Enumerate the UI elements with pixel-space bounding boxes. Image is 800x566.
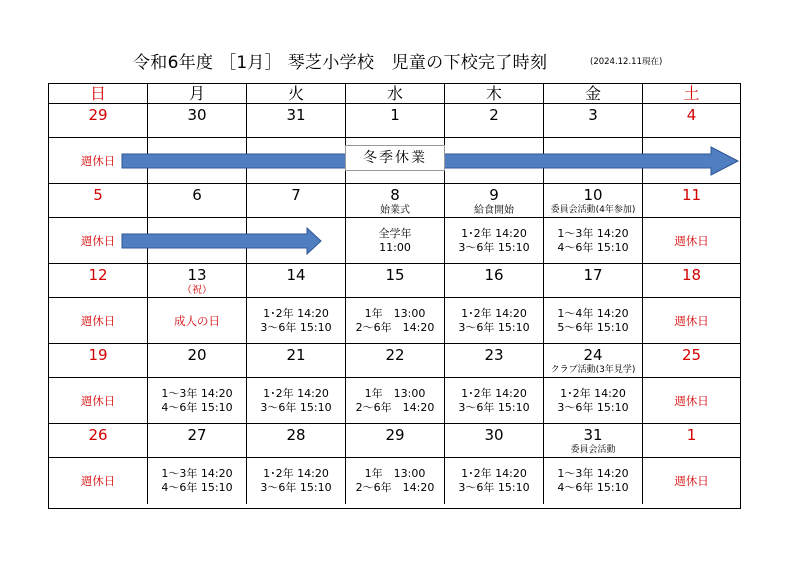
date-cell	[643, 104, 740, 138]
date-number: 4	[686, 106, 697, 124]
date-cell	[544, 184, 643, 218]
date-number: 14	[286, 266, 306, 284]
weekday-header: 火	[247, 84, 346, 104]
date-number: 3	[588, 106, 598, 124]
title-row	[0, 48, 800, 72]
time-cell	[445, 298, 544, 344]
dismissal-time: 1年 13:00 2～6年 14:20	[355, 386, 435, 414]
date-cell	[346, 184, 445, 218]
calendar-grid	[48, 83, 741, 509]
dismissal-time: 1･2年 14:20 3～6年 15:10	[260, 306, 332, 334]
date-cell	[247, 264, 346, 298]
date-number: 24	[583, 346, 603, 364]
date-number: 21	[286, 346, 306, 364]
date-note: 委員会活動	[570, 445, 616, 455]
holiday-label: 週休日	[80, 153, 116, 168]
holiday-label: 週休日	[80, 313, 116, 328]
as-of-date: (2024.12.11現在)	[590, 57, 663, 67]
date-number: 25	[681, 346, 702, 364]
winter-break-label: 冬季休業	[345, 145, 445, 171]
date-number: 8	[390, 186, 400, 204]
time-cell	[643, 378, 740, 424]
date-cell	[346, 344, 445, 378]
dismissal-time: 1～3年 14:20 4～6年 15:10	[557, 467, 629, 494]
date-cell	[148, 424, 247, 458]
time-cell	[346, 298, 445, 344]
date-cell	[49, 264, 148, 298]
time-cell	[346, 458, 445, 504]
date-number: 15	[385, 266, 405, 284]
date-cell	[544, 424, 643, 458]
holiday-label: 週休日	[674, 313, 709, 328]
time-cell	[346, 218, 445, 264]
dismissal-time: 1･2年 14:20 3～6年 15:10	[557, 386, 629, 414]
date-number: 22	[385, 346, 405, 364]
date-number: 9	[489, 186, 499, 204]
date-cell	[445, 264, 544, 298]
date-cell	[247, 184, 346, 218]
date-cell	[148, 184, 247, 218]
date-number: 30	[187, 106, 207, 124]
date-number: 10	[583, 186, 603, 204]
holiday-label: 週休日	[80, 474, 116, 488]
date-number: 19	[88, 346, 108, 364]
dismissal-time: 全学年 11:00	[378, 226, 412, 254]
dismissal-time: 1･2年 14:20 3～6年 15:10	[458, 226, 530, 254]
date-number: 31	[286, 106, 306, 124]
date-number: 5	[93, 186, 103, 204]
date-number: 2	[489, 106, 499, 124]
date-cell	[544, 104, 643, 138]
date-cell	[247, 344, 346, 378]
dismissal-time: 1･2年 14:20 3～6年 15:10	[260, 386, 332, 414]
date-number: 1	[390, 106, 400, 124]
time-cell	[544, 378, 643, 424]
date-number: 28	[286, 426, 306, 444]
date-cell	[49, 344, 148, 378]
weekday-header: 木	[445, 84, 544, 104]
date-number: 11	[681, 186, 702, 204]
date-number: 30	[484, 426, 504, 444]
date-cell	[49, 104, 148, 138]
date-cell	[445, 184, 544, 218]
time-cell	[445, 218, 544, 264]
date-note: 始業式	[380, 205, 410, 216]
time-cell	[247, 378, 346, 424]
time-cell	[346, 378, 445, 424]
date-number: 20	[187, 346, 207, 364]
holiday-label: 成人の日	[174, 313, 220, 328]
date-note: 給食開始	[474, 205, 514, 216]
time-cell	[148, 458, 247, 504]
date-cell	[247, 104, 346, 138]
date-cell	[544, 344, 643, 378]
dismissal-time: 1･2年 14:20 3～6年 15:10	[458, 306, 530, 334]
time-cell	[49, 298, 148, 344]
date-number: 1	[686, 426, 697, 444]
date-number: 17	[583, 266, 603, 284]
time-cell	[643, 298, 740, 344]
date-number: 29	[88, 106, 108, 124]
weekday-header: 金	[544, 84, 643, 104]
holiday-label: 週休日	[674, 233, 709, 248]
date-number: 13	[187, 266, 207, 284]
date-cell	[643, 424, 740, 458]
date-number: 12	[88, 266, 108, 284]
date-number: 23	[484, 346, 504, 364]
date-number: 6	[192, 186, 202, 204]
date-cell	[247, 424, 346, 458]
time-cell	[643, 218, 740, 264]
time-cell	[544, 298, 643, 344]
date-note: （祝）	[182, 285, 212, 296]
date-cell	[643, 264, 740, 298]
date-note: 委員会活動(4年参加)	[550, 205, 636, 215]
date-cell	[643, 184, 740, 218]
holiday-label: 週休日	[674, 474, 709, 488]
time-cell	[643, 458, 740, 504]
time-cell	[247, 298, 346, 344]
arrow-shape	[122, 228, 321, 254]
time-cell	[148, 378, 247, 424]
date-cell	[148, 104, 247, 138]
date-cell	[49, 424, 148, 458]
time-cell	[148, 298, 247, 344]
weekday-header: 月	[148, 84, 247, 104]
time-cell	[445, 458, 544, 504]
time-cell	[247, 458, 346, 504]
dismissal-time: 1年 13:00 2～6年 14:20	[355, 306, 435, 334]
date-cell	[346, 104, 445, 138]
dismissal-time: 1年 13:00 2～6年 14:20	[355, 467, 435, 494]
page-title: 令和6年度 ［1月］ 琴芝小学校 児童の下校完了時刻	[133, 53, 548, 73]
date-note: クラブ活動(3年見学)	[550, 365, 636, 375]
holiday-label: 週休日	[80, 233, 116, 248]
holiday-label: 週休日	[80, 393, 116, 408]
date-cell	[445, 424, 544, 458]
time-cell	[49, 378, 148, 424]
date-cell	[346, 424, 445, 458]
date-cell	[148, 264, 247, 298]
dismissal-time: 1～3年 14:20 4～6年 15:10	[161, 467, 233, 494]
time-cell	[544, 458, 643, 504]
date-number: 18	[681, 266, 702, 284]
date-number: 26	[88, 426, 108, 444]
date-number: 31	[583, 426, 603, 444]
weekday-header: 水	[346, 84, 445, 104]
time-cell	[445, 378, 544, 424]
holiday-label: 週休日	[674, 393, 709, 408]
date-number: 16	[484, 266, 504, 284]
time-cell	[544, 218, 643, 264]
date-cell	[643, 344, 740, 378]
time-cell	[49, 458, 148, 504]
date-number: 27	[187, 426, 207, 444]
date-number: 29	[385, 426, 405, 444]
dismissal-time: 1･2年 14:20 3～6年 15:10	[458, 386, 530, 414]
dismissal-time: 1･2年 14:20 3～6年 15:10	[260, 467, 332, 494]
date-cell	[346, 264, 445, 298]
weekday-header: 土	[643, 84, 740, 104]
dismissal-time: 1～3年 14:20 4～6年 15:10	[161, 386, 233, 414]
date-cell	[148, 344, 247, 378]
date-cell	[445, 104, 544, 138]
dismissal-time: 1･2年 14:20 3～6年 15:10	[458, 467, 530, 494]
break-continue-arrow	[121, 227, 323, 255]
date-cell	[445, 344, 544, 378]
date-number: 7	[291, 186, 301, 204]
date-cell	[544, 264, 643, 298]
dismissal-time: 1～4年 14:20 5～6年 15:10	[557, 306, 629, 334]
dismissal-time: 1～3年 14:20 4～6年 15:10	[557, 226, 629, 254]
date-cell	[49, 184, 148, 218]
weekday-header: 日	[49, 84, 148, 104]
